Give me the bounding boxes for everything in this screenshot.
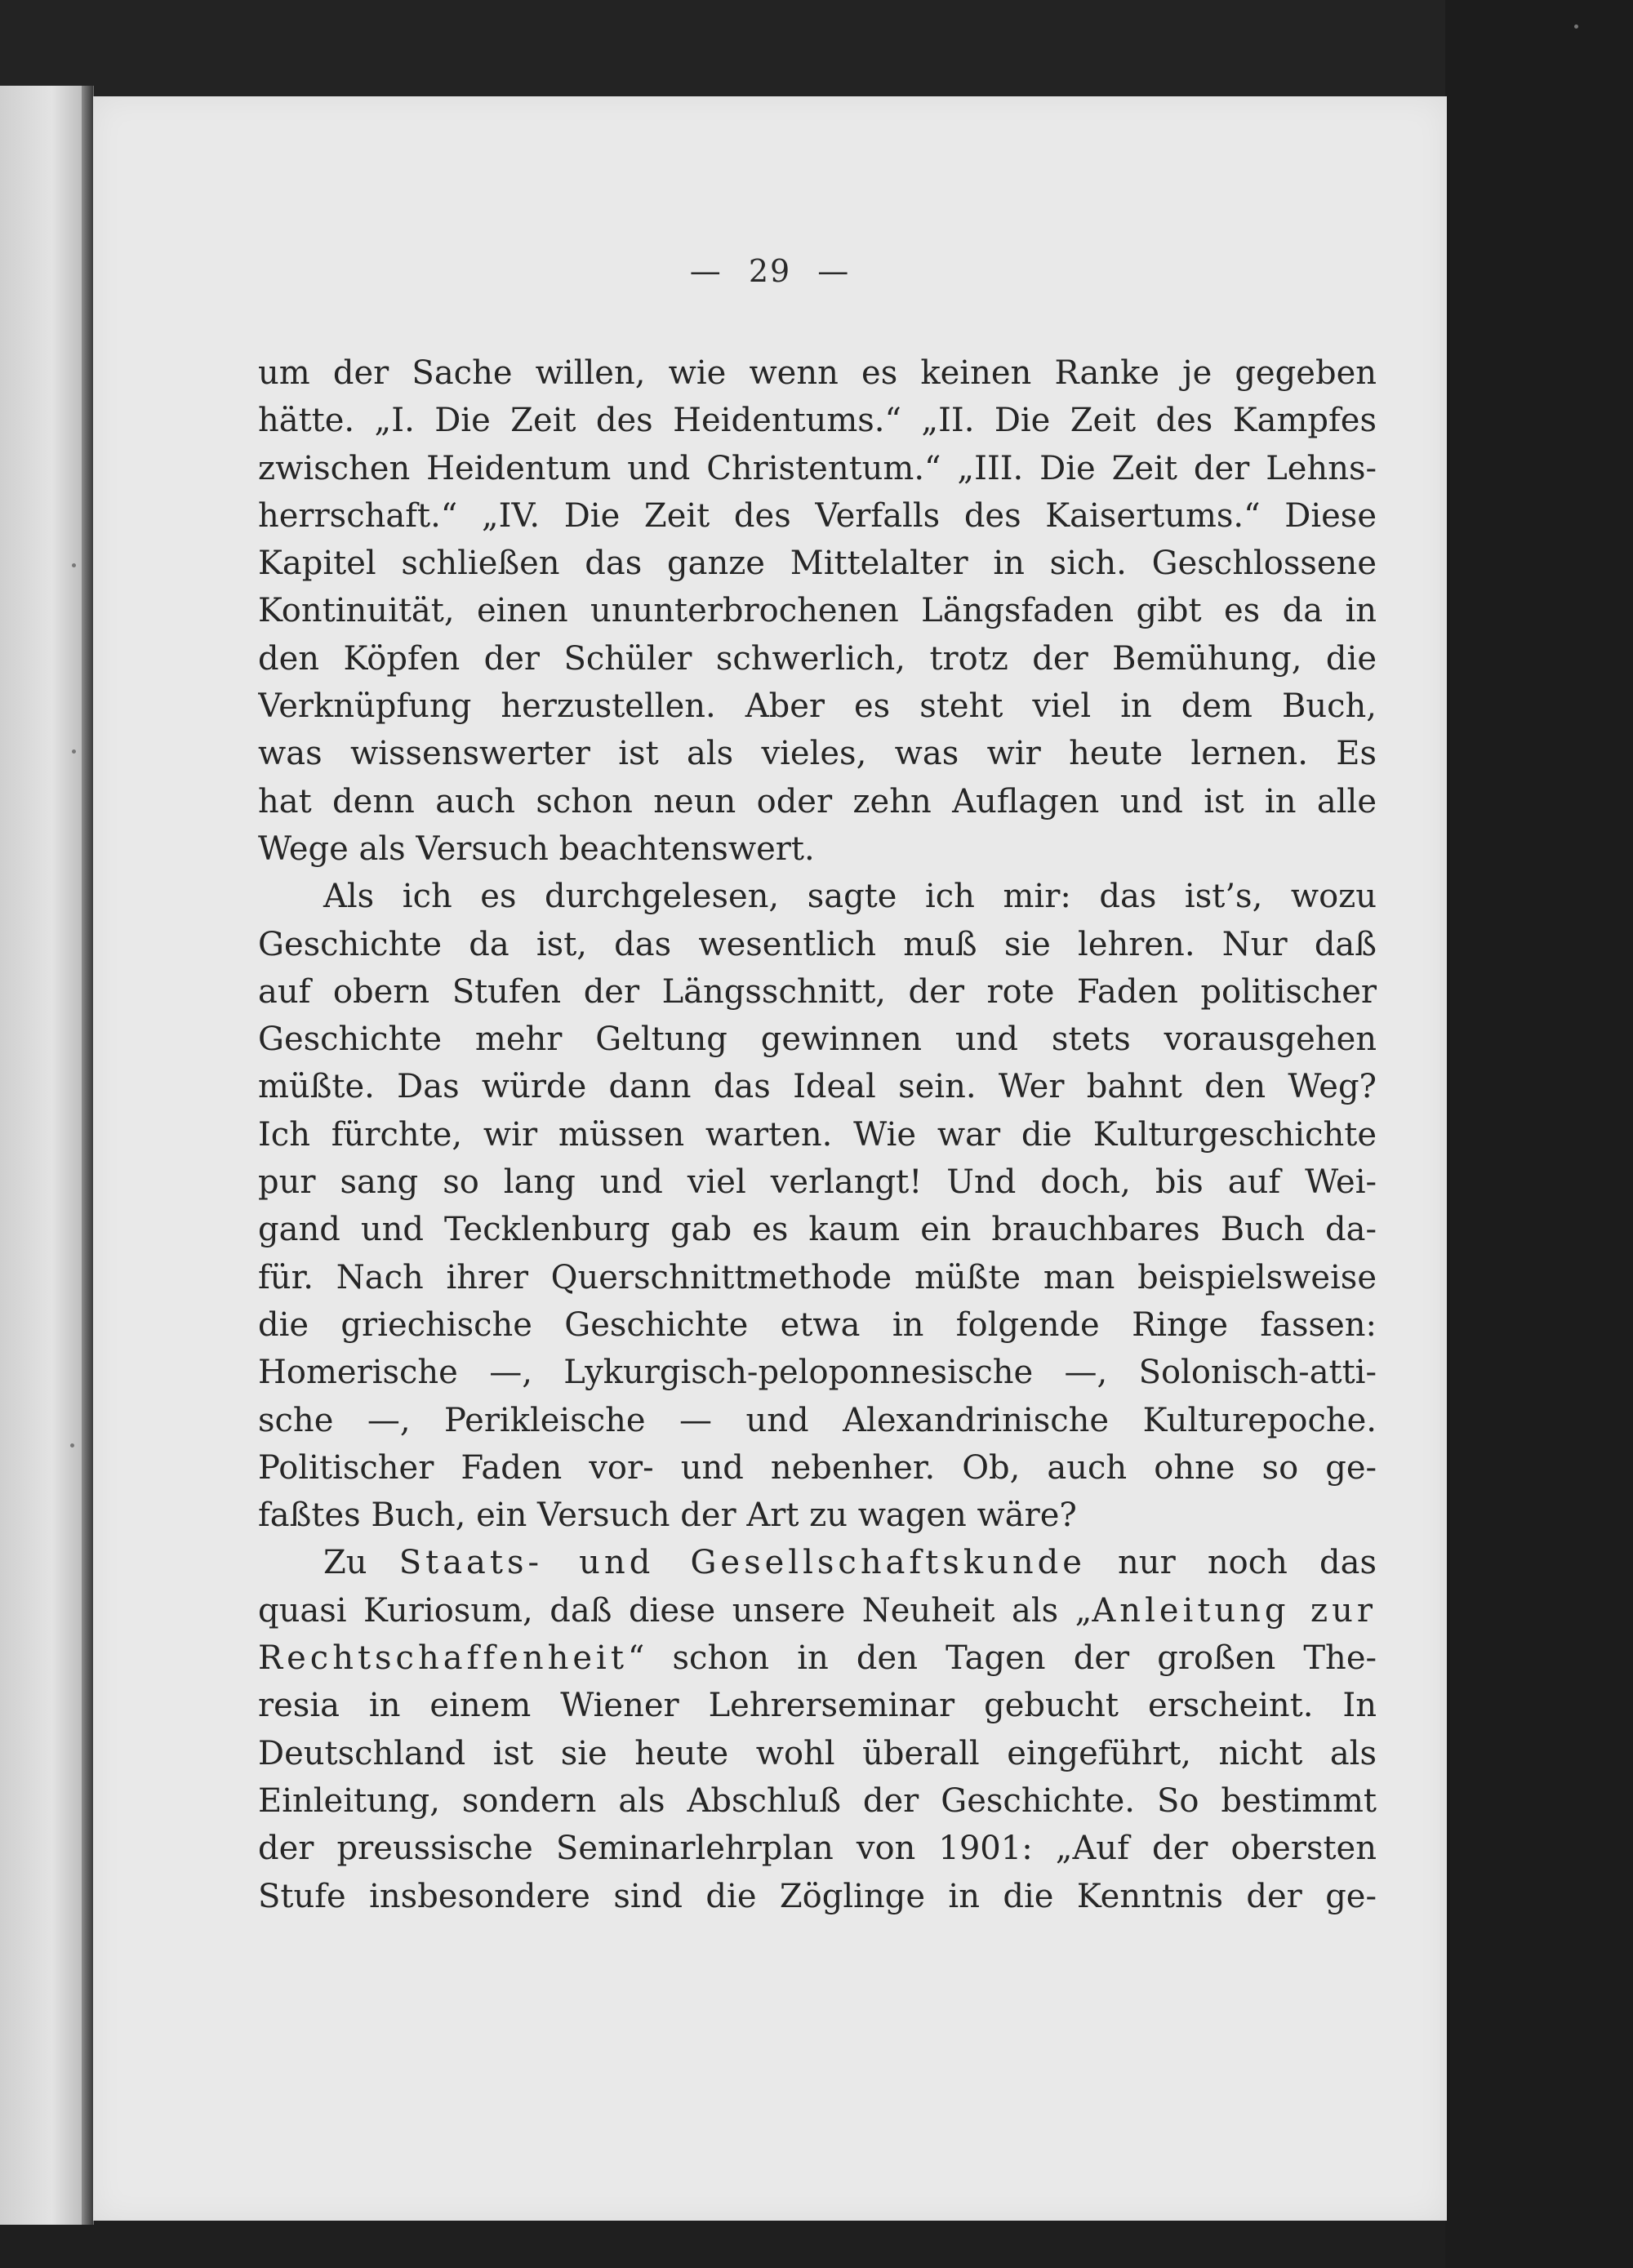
text-line: Homerische —, Lykurgisch-peloponnesische —, Solonisch-atti- — [258, 1354, 1377, 1392]
scan-speck — [72, 749, 76, 754]
text-line: auf obern Stufen der Längsschnitt, der rote Faden politischer — [258, 972, 1377, 1011]
text-line: zwischen Heidentum und Christentum.“ „III. Die Zeit der Lehns- — [258, 449, 1377, 487]
text-fragment: quasi Kuriosum, daß diese unsere Neuheit als „ — [258, 1591, 1092, 1630]
spaced-emphasis: Anleitung zur — [1092, 1591, 1377, 1630]
text-line: resia in einem Wiener Lehrerseminar gebucht erscheint. In — [258, 1687, 1377, 1725]
text-line: Stufe insbesondere sind die Zöglinge in die Kenntnis der ge- — [258, 1877, 1377, 1915]
text-fragment: nur noch das — [1118, 1544, 1377, 1582]
text-line: Geschichte da ist, das wesentlich muß sie lehren. Nur daß — [258, 925, 1377, 963]
scan-background-top — [0, 0, 1633, 98]
text-line — [258, 1539, 1377, 1586]
scan-speck — [1574, 24, 1578, 29]
text-line: um der Sache willen, wie wenn es keinen Ranke je gegeben — [258, 354, 1377, 392]
text-line: den Köpfen der Schüler schwerlich, trotz der Bemühung, die — [258, 639, 1377, 678]
text-line: Geschichte mehr Geltung gewinnen und stets vorausgehen — [258, 1021, 1377, 1059]
text-line: Kapitel schließen das ganze Mittelalter in sich. Geschlossene — [258, 545, 1377, 583]
scan-speck — [72, 563, 76, 567]
text-line: Verknüpfung herzustellen. Aber es steht viel in dem Buch, — [258, 687, 1377, 726]
text-fragment: “ schon in den Tagen der großen The- — [627, 1639, 1377, 1678]
text-fragment: Zu — [323, 1544, 367, 1582]
text-line: was wissenswerter ist als vieles, was wir heute lernen. Es — [258, 735, 1377, 773]
text-line: die griechische Geschichte etwa in folgende Ringe fassen: — [258, 1305, 1377, 1344]
text-line: pur sang so lang und viel verlangt! Und doch, bis auf Wei- — [258, 1163, 1377, 1202]
text-line — [258, 1634, 1377, 1682]
text-line: sche —, Perikleische — und Alexandrinische Kulturepoche. — [258, 1401, 1377, 1439]
text-line: der preussische Seminarlehrplan von 1901: „Auf der obersten — [258, 1830, 1377, 1868]
text-line: hat denn auch schon neun oder zehn Auflagen und ist in alle — [258, 782, 1377, 820]
text-line: müßte. Das würde dann das Ideal sein. Wer bahnt den Weg? — [258, 1068, 1377, 1106]
text-line: hätte. „I. Die Zeit des Heidentums.“ „II. Die Zeit des Kampfes — [258, 402, 1377, 440]
text-line: für. Nach ihrer Querschnittmethode müßte man beispielsweise — [258, 1258, 1377, 1296]
book-page — [93, 96, 1447, 2221]
text-line: Einleitung, sondern als Abschluß der Geschichte. So bestimmt — [258, 1781, 1377, 1820]
scan-background-right — [1445, 0, 1633, 2268]
text-line: Wege als Versuch beachtenswert. — [258, 829, 815, 868]
text-line: Ich fürchte, wir müssen warten. Wie war die Kulturgeschichte — [258, 1115, 1377, 1154]
book-spine — [82, 86, 93, 2225]
text-line: Kontinuität, einen ununterbrochenen Längsfaden gibt es da in — [258, 592, 1377, 630]
text-line: Deutschland ist sie heute wohl überall eingeführt, nicht als — [258, 1734, 1377, 1772]
scan-speck — [70, 1443, 74, 1448]
spaced-emphasis: Rechtschaffenheit — [258, 1639, 628, 1678]
text-line: faßtes Buch, ein Versuch der Art zu wagen wäre? — [258, 1496, 1077, 1535]
text-line — [258, 1587, 1377, 1634]
body-text — [258, 349, 1377, 1920]
text-line: herrschaft.“ „IV. Die Zeit des Verfalls des Kaisertums.“ Diese — [258, 496, 1377, 535]
spaced-emphasis: Staats- und Gesellschaftskunde — [398, 1544, 1086, 1582]
text-line: gand und Tecklenburg gab es kaum ein brauchbares Buch da- — [258, 1211, 1377, 1249]
text-line: Politischer Faden vor- und nebenher. Ob, auch ohne so ge- — [258, 1448, 1377, 1487]
text-line: Als ich es durchgelesen, sagte ich mir: das ist’s, wozu — [323, 878, 1377, 916]
left-page-edge — [0, 86, 94, 2225]
page-number: — 29 — — [689, 253, 851, 289]
